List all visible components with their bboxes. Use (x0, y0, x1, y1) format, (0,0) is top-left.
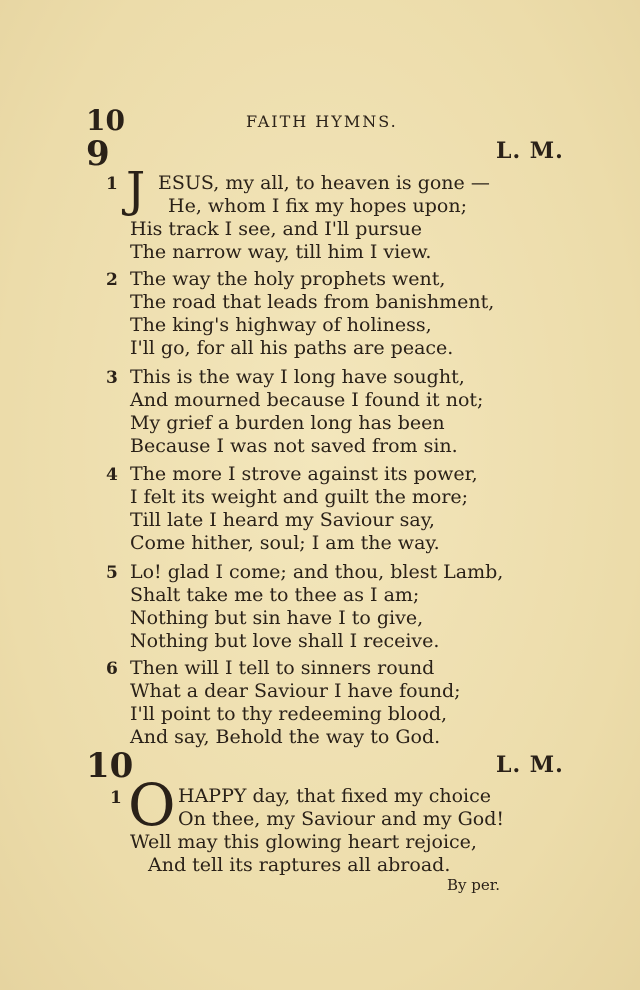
verse-line: Shalt take me to thee as I am; (130, 584, 420, 606)
verse-line: And say, Behold the way to God. (130, 726, 441, 748)
hymn-meter: L. M. (496, 752, 564, 778)
page-header (86, 104, 554, 137)
verse-number: 3 (106, 368, 118, 388)
verse-number: 1 (106, 174, 118, 194)
verse-line: The road that leads from banishment, (130, 291, 495, 313)
verse-line: I'll point to thy redeeming blood, (130, 703, 448, 725)
verse-line: And mourned because I found it not; (130, 389, 484, 411)
verse-line: And tell its raptures all abroad. (148, 854, 451, 876)
verse-number: 2 (106, 270, 118, 290)
verse-line: I felt its weight and guilt the more; (130, 486, 469, 508)
verse-number: 5 (106, 563, 118, 583)
hymn-number: 9 (86, 134, 110, 174)
verse-line: ESUS, my all, to heaven is gone — (158, 172, 490, 194)
running-title: FAITH HYMNS. (246, 112, 398, 131)
hymn-meter: L. M. (496, 138, 564, 164)
verse-line: He, whom I fix my hopes upon; (168, 195, 467, 217)
verse-line: What a dear Saviour I have found; (130, 680, 461, 702)
verse-line: My grief a burden long has been (130, 412, 445, 434)
verse-line: Nothing but sin have I to give, (130, 607, 424, 629)
verse-line: I'll go, for all his paths are peace. (130, 337, 454, 359)
verse-line: Nothing but love shall I receive. (130, 630, 440, 652)
verse-number: 6 (106, 659, 118, 679)
verse-line: Come hither, soul; I am the way. (130, 532, 440, 554)
hymn-number: 10 (86, 746, 134, 786)
drop-cap: J (126, 162, 146, 218)
verse-line: The way the holy prophets went, (130, 268, 446, 290)
attribution: By per. (446, 876, 500, 894)
page-number: 10 (86, 104, 125, 137)
verse-line: Then will I tell to sinners round (130, 657, 435, 679)
verse-line: Till late I heard my Saviour say, (130, 509, 435, 531)
verse-line: HAPPY day, that fixed my choice (178, 785, 491, 807)
verse-line: Lo! glad I come; and thou, blest Lamb, (130, 561, 504, 583)
verse-line: On thee, my Saviour and my God! (178, 808, 505, 830)
verse-line: The king's highway of holiness, (130, 314, 432, 336)
verse-line: The more I strove against its power, (130, 463, 478, 485)
verse-line: The narrow way, till him I view. (130, 241, 432, 263)
verse-line: Because I was not saved from sin. (130, 435, 458, 457)
verse-number: 4 (106, 465, 118, 485)
verse-number: 1 (110, 788, 122, 808)
drop-cap: O (128, 771, 176, 839)
verse-line: This is the way I long have sought, (130, 366, 465, 388)
verse-line: Well may this glowing heart rejoice, (130, 831, 477, 853)
verse-line: His track I see, and I'll pursue (130, 218, 422, 240)
